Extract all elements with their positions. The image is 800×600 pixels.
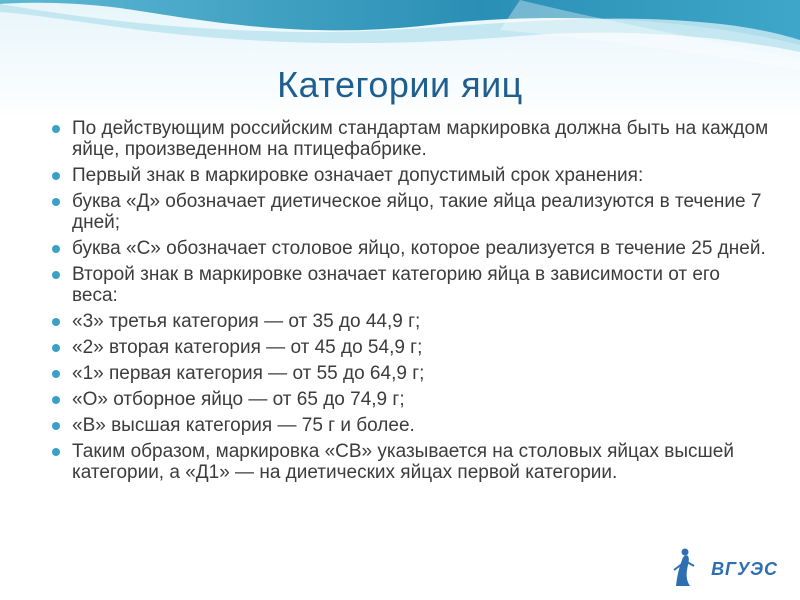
bullet-dot-icon — [52, 172, 60, 180]
bullet-dot-icon — [52, 396, 60, 404]
list-item — [50, 441, 770, 483]
figure-emblem-icon — [674, 549, 694, 587]
list-item — [50, 264, 770, 306]
list-item — [50, 415, 770, 436]
list-item-text: «О» отборное яйцо — от 65 до 74,9 г; — [72, 389, 405, 410]
list-item-text: Таким образом, маркировка «СВ» указывается на столовых яйцах высшей категории, а «Д1» — на диетических яйцах первой категории. — [72, 441, 734, 483]
bullet-dot-icon — [52, 245, 60, 253]
list-item — [50, 191, 770, 233]
list-item-text: Первый знак в маркировке означает допустимый срок хранения: — [72, 165, 644, 186]
slide-title: Категории яиц — [277, 64, 523, 105]
list-item-text: По действующим российским стандартам маркировка должна быть на каждом яйце, произведенном на птицефабрике. — [72, 118, 769, 160]
list-item — [50, 118, 770, 160]
bullet-dot-icon — [52, 448, 60, 456]
list-item-text: Второй знак в маркировке означает категорию яйца в зависимости от его веса: — [72, 264, 720, 306]
list-item — [50, 238, 770, 259]
list-item — [50, 311, 770, 332]
list-item — [50, 165, 770, 186]
bullet-dot-icon — [52, 198, 60, 206]
bullet-dot-icon — [52, 344, 60, 352]
list-item — [50, 337, 770, 358]
bullet-dot-icon — [52, 271, 60, 279]
bullet-dot-icon — [52, 318, 60, 326]
bullet-dot-icon — [52, 422, 60, 430]
list-item-text: буква «С» обозначает столовое яйцо, которое реализуется в течение 25 дней. — [72, 238, 766, 259]
list-item — [50, 363, 770, 384]
list-item-text: «3» третья категория — от 35 до 44,9 г; — [72, 311, 421, 332]
list-item-text: «2» вторая категория — от 45 до 54,9 г; — [72, 337, 423, 358]
list-item-text: буква «Д» обозначает диетическое яйцо, такие яйца реализуются в течение 7 дней; — [72, 191, 762, 233]
bullet-dot-icon — [52, 125, 60, 133]
bullet-list — [50, 118, 770, 488]
list-item-text: «В» высшая категория — 75 г и более. — [72, 415, 415, 436]
list-item — [50, 389, 770, 410]
bullet-dot-icon — [52, 370, 60, 378]
list-item-text: «1» первая категория — от 55 до 64,9 г; — [72, 363, 425, 384]
logo-text: ВГУЭС — [711, 559, 778, 579]
